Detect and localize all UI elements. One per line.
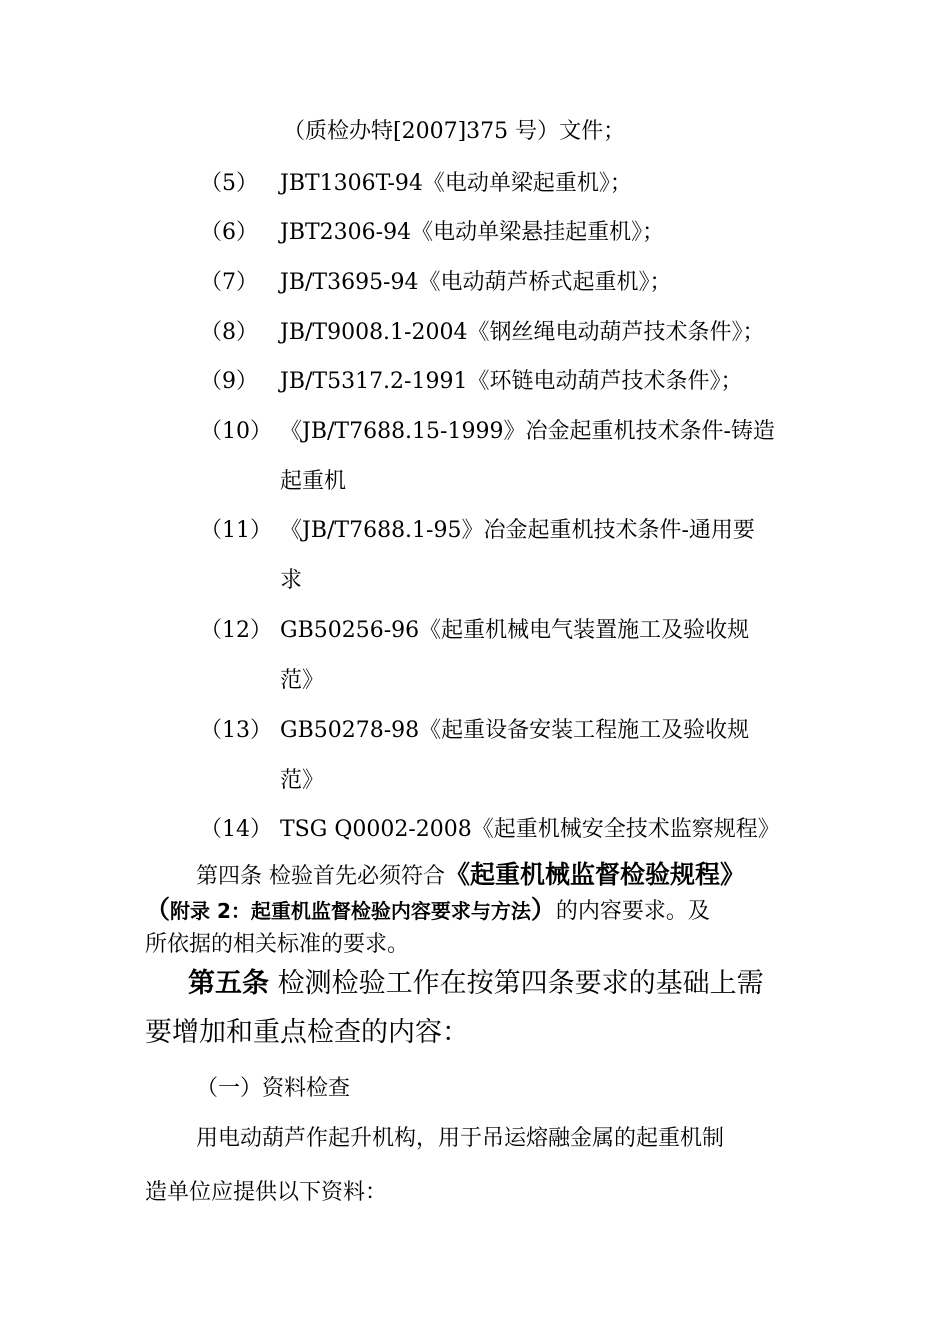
item-number: （13） (200, 718, 272, 743)
section-paragraph-line-1: 用电动葫芦作起升机构，用于吊运熔融金属的起重机制 (196, 1126, 725, 1151)
item-text-continued: 范》 (280, 668, 325, 693)
appendix-title: 附录 2：起重机监督检验内容要求与方法 (170, 899, 531, 923)
item-text: GB50278-98《起重设备安装工程施工及验收规 (280, 718, 750, 743)
article-5-line-2: 要增加和重点检查的内容： (145, 1017, 469, 1048)
section-title: （一）资料检查 (196, 1076, 351, 1101)
item-text: JB/T3695-94《电动葫芦桥式起重机》； (280, 270, 672, 295)
item-number: （7） (200, 270, 258, 295)
article-4-line-3: 所依据的相关标准的要求。 (145, 932, 410, 957)
item-number: （9） (200, 369, 258, 394)
item-text: 《JB/T7688.1-95》冶金起重机技术条件-通用要 (280, 518, 755, 543)
paren-close: ） (530, 895, 556, 924)
article-4-line-2 (145, 895, 710, 927)
article-5-line-1 (188, 966, 764, 1002)
item-text: TSG Q0002-2008《起重机械安全技术监察规程》 (280, 817, 780, 842)
item-text: JB/T5317.2-1991《环链电动葫芦技术条件》； (280, 369, 743, 394)
item-text: JBT2306-94《电动单梁悬挂起重机》； (280, 220, 665, 245)
article-5-text: 检测检验工作在按第四条要求的基础上需 (269, 968, 764, 999)
article-4-line-1 (196, 860, 745, 892)
item-text: GB50256-96《起重机械电气装置施工及验收规 (280, 618, 750, 643)
item-text: JB/T9008.1-2004《钢丝绳电动葫芦技术条件》； (280, 320, 765, 345)
item-text: JBT1306T-94《电动单梁起重机》； (280, 171, 632, 196)
item-text-continued: 范》 (280, 768, 325, 793)
item-number: （10） (200, 419, 272, 444)
item-number: （12） (200, 618, 272, 643)
paren-open: （ (145, 895, 171, 924)
item-number: （11） (200, 518, 272, 543)
item-text: 《JB/T7688.15-1999》冶金起重机技术条件-铸造 (280, 419, 775, 444)
section-paragraph-line-2: 造单位应提供以下资料： (145, 1180, 388, 1205)
article-4-suffix: 的内容要求。及 (555, 899, 710, 924)
article-4-prefix: 第四条 检验首先必须符合 (196, 864, 445, 889)
item-number: （8） (200, 320, 258, 345)
item-text-continued: 起重机 (280, 469, 347, 494)
article-5-label: 第五条 (188, 968, 269, 999)
item-number: （14） (200, 817, 272, 842)
item-number: （5） (200, 171, 258, 196)
item-number: （6） (200, 220, 258, 245)
item-text-continued: 求 (280, 568, 303, 593)
intro-line: （质检办特[2007]375 号）文件； (283, 119, 626, 144)
regulation-title: 《起重机械监督检验规程》 (445, 860, 746, 889)
